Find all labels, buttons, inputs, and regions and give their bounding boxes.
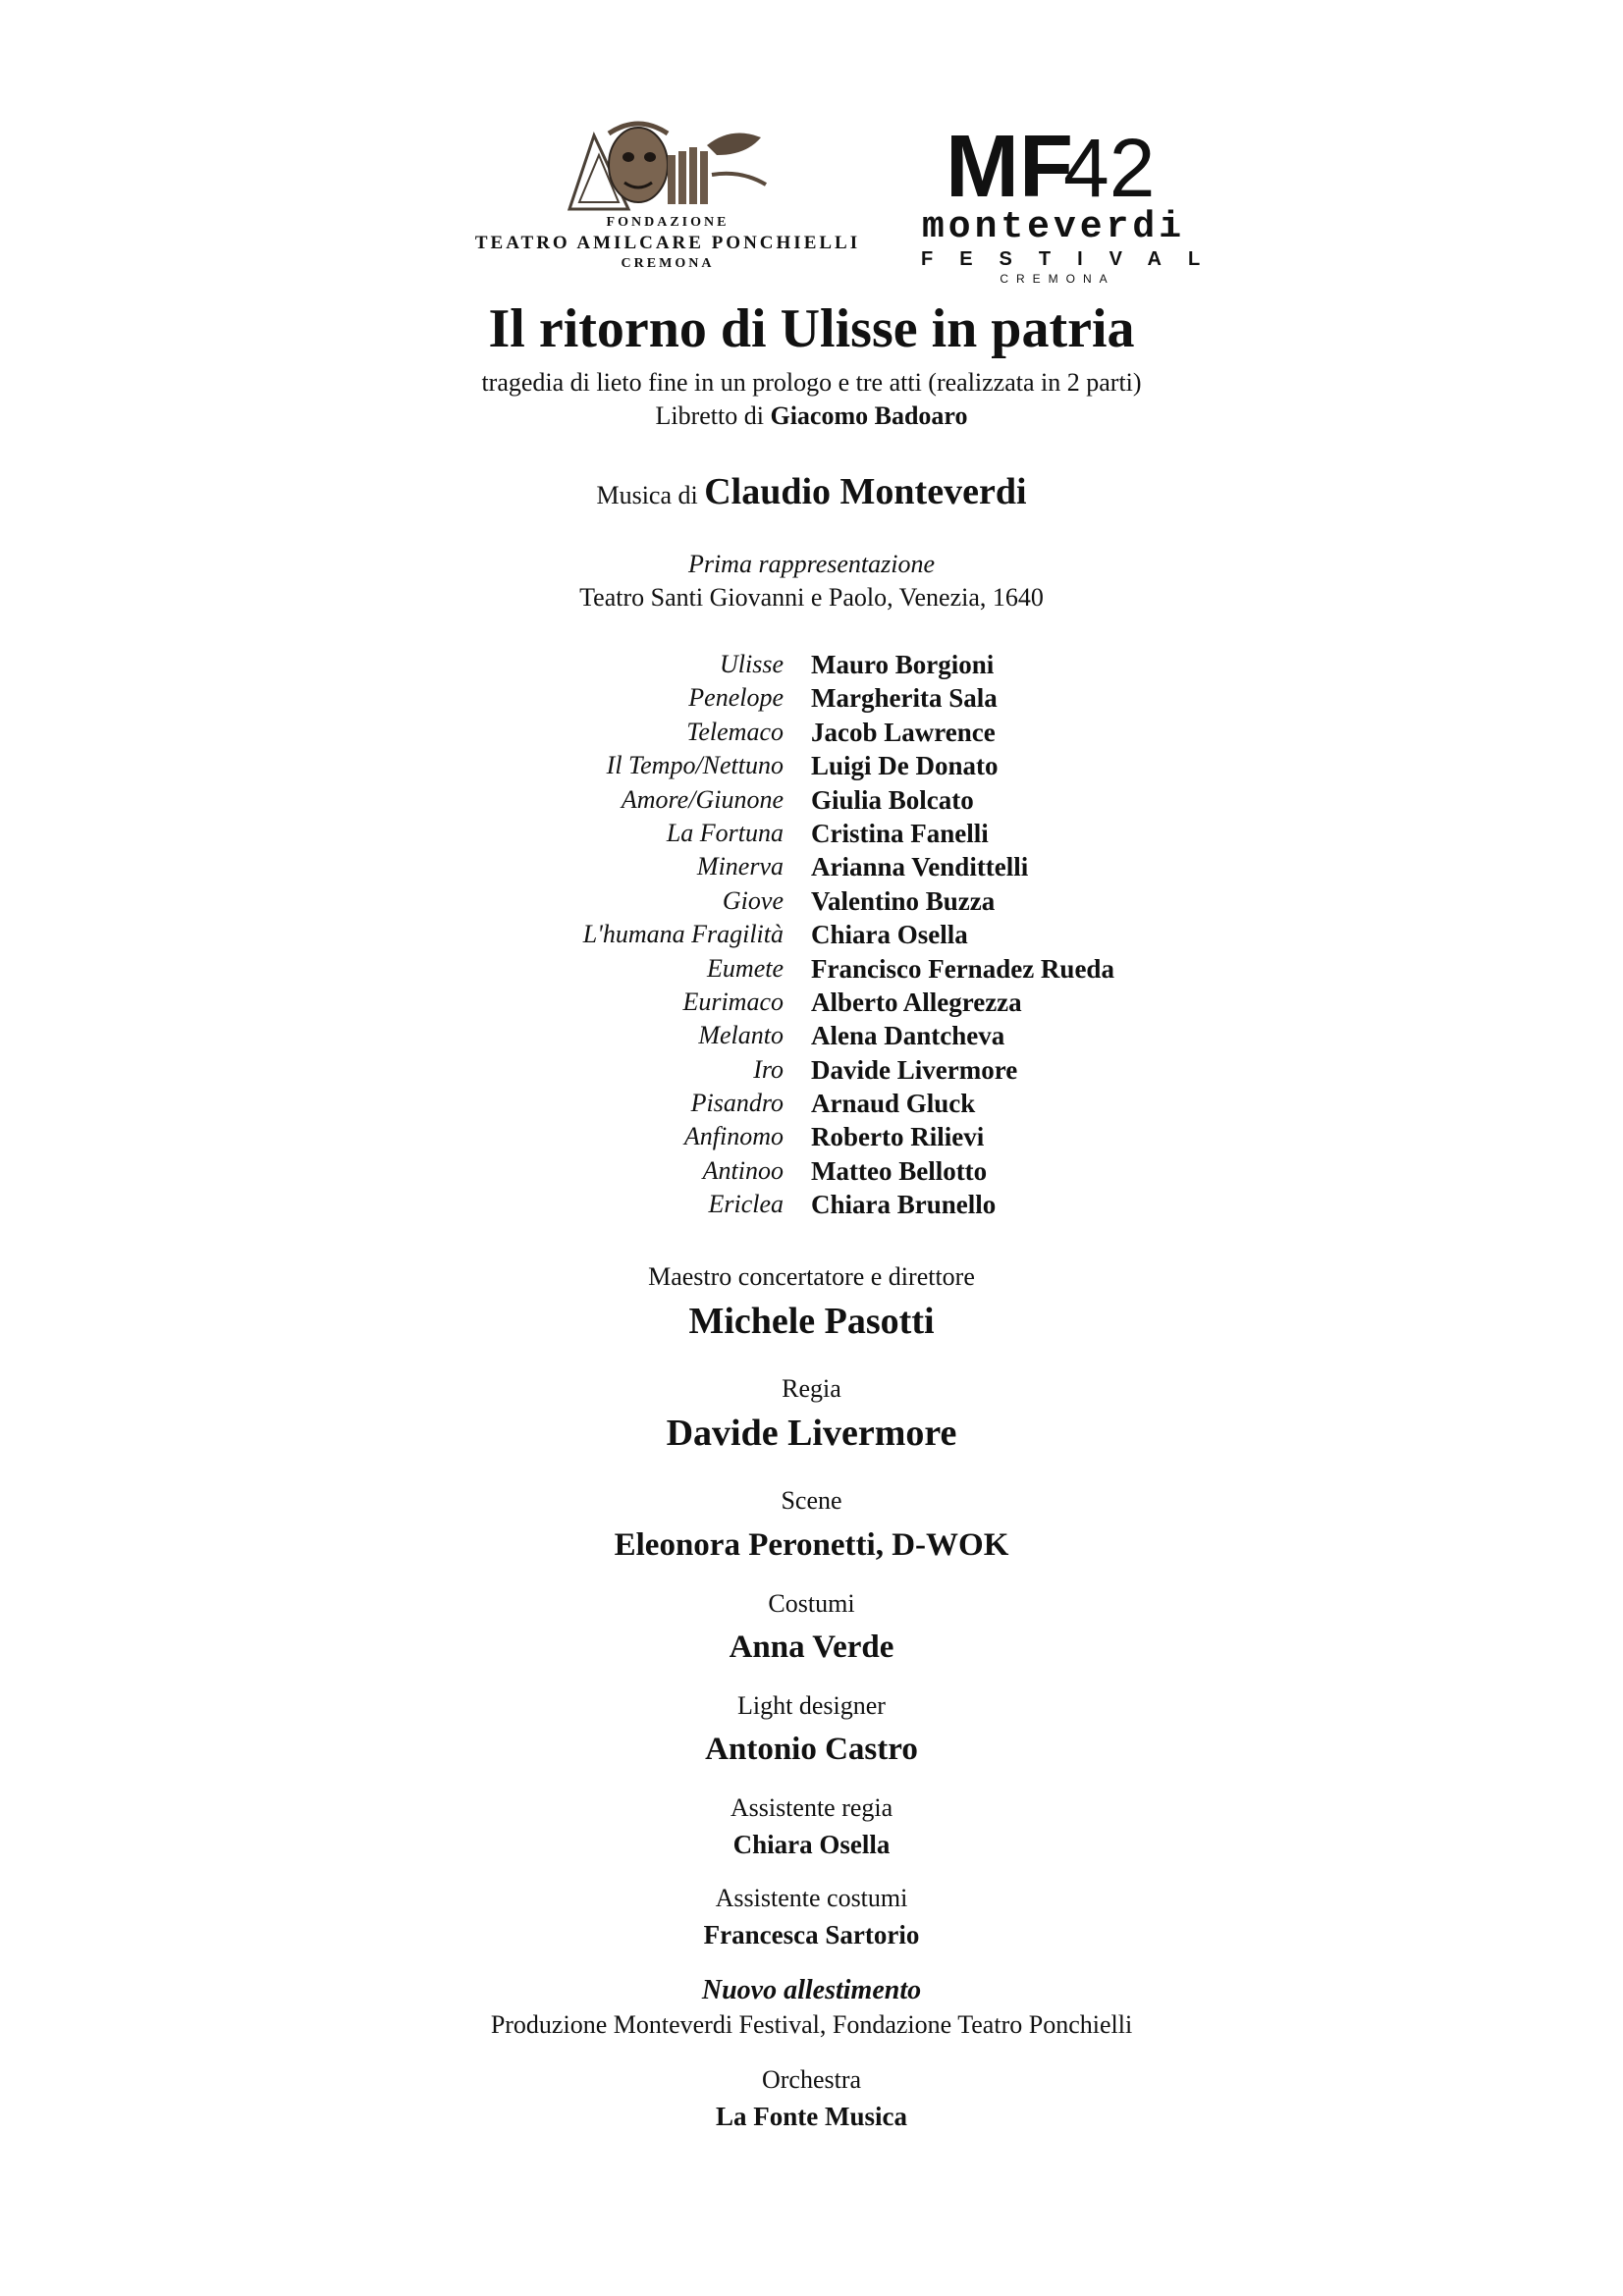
cast-role: La Fortuna xyxy=(666,818,784,847)
direction-name: Davide Livermore xyxy=(666,1413,957,1454)
assistant-direction-label: Assistente regia xyxy=(730,1793,893,1822)
production-label: Nuovo allestimento xyxy=(701,1975,922,2005)
cast-singer: Alena Dantcheva xyxy=(811,1021,1005,1051)
libretto-author: Giacomo Badoaro xyxy=(770,401,968,430)
cast-role: Giove xyxy=(722,885,784,915)
cast-singer: Davide Livermore xyxy=(811,1054,1018,1085)
mf42-mark-icon xyxy=(946,126,1162,204)
scenes-label: Scene xyxy=(781,1486,842,1515)
costumes-label: Costumi xyxy=(768,1589,855,1618)
assistant-costumes-label: Assistente costumi xyxy=(715,1884,908,1912)
cast-singer: Matteo Bellotto xyxy=(811,1155,988,1186)
cast-singer: Chiara Osella xyxy=(811,920,968,950)
cast-row xyxy=(0,850,1623,883)
cast-row xyxy=(0,749,1623,782)
monteverdi-festival-logo xyxy=(901,126,1227,302)
cast-row xyxy=(0,1087,1623,1120)
cast-role: Pisandro xyxy=(690,1089,784,1118)
cast-list xyxy=(0,648,1623,1222)
cast-singer: Arianna Vendittelli xyxy=(811,852,1029,882)
cast-singer: Alberto Allegrezza xyxy=(811,987,1022,1017)
cast-row xyxy=(0,817,1623,850)
festival-logo-subtitle: FESTIVAL xyxy=(921,248,1227,270)
cast-role: Amore/Giunone xyxy=(621,784,784,814)
ponchielli-logo xyxy=(471,116,864,283)
cast-role: Eurimaco xyxy=(682,987,784,1016)
page-title: Il ritorno di Ulisse in patria xyxy=(488,298,1135,359)
cast-role: Eumete xyxy=(707,953,784,983)
cast-row xyxy=(0,716,1623,749)
cast-singer: Roberto Rilievi xyxy=(811,1122,985,1152)
production-name: Produzione Monteverdi Festival, Fondazione Teatro Ponchielli xyxy=(490,2010,1133,2039)
music-label: Musica di xyxy=(596,481,698,509)
cast-singer: Mauro Borgioni xyxy=(811,650,995,679)
opera-subtitle: tragedia di lieto fine in un prologo e tre atti (realizzata in 2 parti) xyxy=(481,368,1142,397)
cast-row xyxy=(0,1120,1623,1153)
cast-row xyxy=(0,918,1623,951)
mf-mark-letters: MF xyxy=(946,126,1073,204)
cast-role: Telemaco xyxy=(686,717,784,746)
theatre-masks-icon xyxy=(560,116,776,214)
cast-row xyxy=(0,1188,1623,1221)
scenes-name: Eleonora Peronetti, D-WOK xyxy=(614,1527,1009,1563)
cast-singer: Margherita Sala xyxy=(811,683,998,714)
assistant-direction-name: Chiara Osella xyxy=(732,1830,891,1859)
cast-role: Melanto xyxy=(698,1021,784,1050)
cast-singer: Francisco Fernadez Rueda xyxy=(811,953,1114,984)
conductor-label: Maestro concertatore e direttore xyxy=(648,1262,975,1291)
orchestra-label: Orchestra xyxy=(761,2065,862,2094)
cast-role: Il Tempo/Nettuno xyxy=(606,751,784,780)
cast-singer: Chiara Brunello xyxy=(811,1190,997,1220)
ponchielli-logo-line1: FONDAZIONE xyxy=(606,215,730,230)
ponchielli-logo-line2: TEATRO AMILCARE PONCHIELLI xyxy=(474,233,861,253)
cast-role: L'humana Fragilità xyxy=(582,920,784,949)
music-credit xyxy=(0,464,1623,523)
libretto-label: Libretto di xyxy=(655,401,764,430)
premiere-value: Teatro Santi Giovanni e Paolo, Venezia, 1640 xyxy=(579,583,1044,612)
festival-logo-name: monteverdi xyxy=(921,206,1186,248)
composer-name: Claudio Monteverdi xyxy=(704,471,1027,512)
direction-label: Regia xyxy=(782,1374,841,1403)
cast-role: Iro xyxy=(753,1054,784,1084)
lights-label: Light designer xyxy=(737,1691,886,1720)
mf-mark-edition: 42 xyxy=(1063,126,1156,204)
costumes-name: Anna Verde xyxy=(729,1629,894,1665)
cast-row xyxy=(0,648,1623,681)
cast-singer: Arnaud Gluck xyxy=(811,1089,976,1119)
festival-logo-city: CREMONA xyxy=(1000,272,1115,286)
cast-singer: Cristina Fanelli xyxy=(811,818,989,848)
premiere-label: Prima rappresentazione xyxy=(687,550,936,578)
cast-role: Penelope xyxy=(688,683,784,713)
cast-row xyxy=(0,952,1623,986)
cast-singer: Valentino Buzza xyxy=(811,885,996,916)
cast-singer: Jacob Lawrence xyxy=(811,717,996,747)
cast-role: Antinoo xyxy=(702,1155,784,1185)
cast-row xyxy=(0,986,1623,1019)
cast-row xyxy=(0,1053,1623,1087)
lights-name: Antonio Castro xyxy=(705,1732,918,1767)
cast-row xyxy=(0,783,1623,817)
cast-singer: Giulia Bolcato xyxy=(811,784,974,815)
libretto-credit xyxy=(0,400,1623,433)
cast-singer: Luigi De Donato xyxy=(811,751,999,781)
cast-row xyxy=(0,681,1623,715)
ponchielli-logo-line3: CREMONA xyxy=(621,256,715,271)
orchestra-name: La Fonte Musica xyxy=(716,2102,907,2131)
conductor-name: Michele Pasotti xyxy=(688,1301,935,1342)
cast-role: Anfinomo xyxy=(683,1122,784,1151)
cast-role: Ulisse xyxy=(720,650,784,678)
assistant-costumes-name: Francesca Sartorio xyxy=(703,1920,920,1949)
cast-row xyxy=(0,1019,1623,1052)
cast-role: Minerva xyxy=(696,852,784,881)
cast-row xyxy=(0,1154,1623,1188)
cast-row xyxy=(0,884,1623,918)
cast-role: Ericlea xyxy=(708,1190,784,1219)
